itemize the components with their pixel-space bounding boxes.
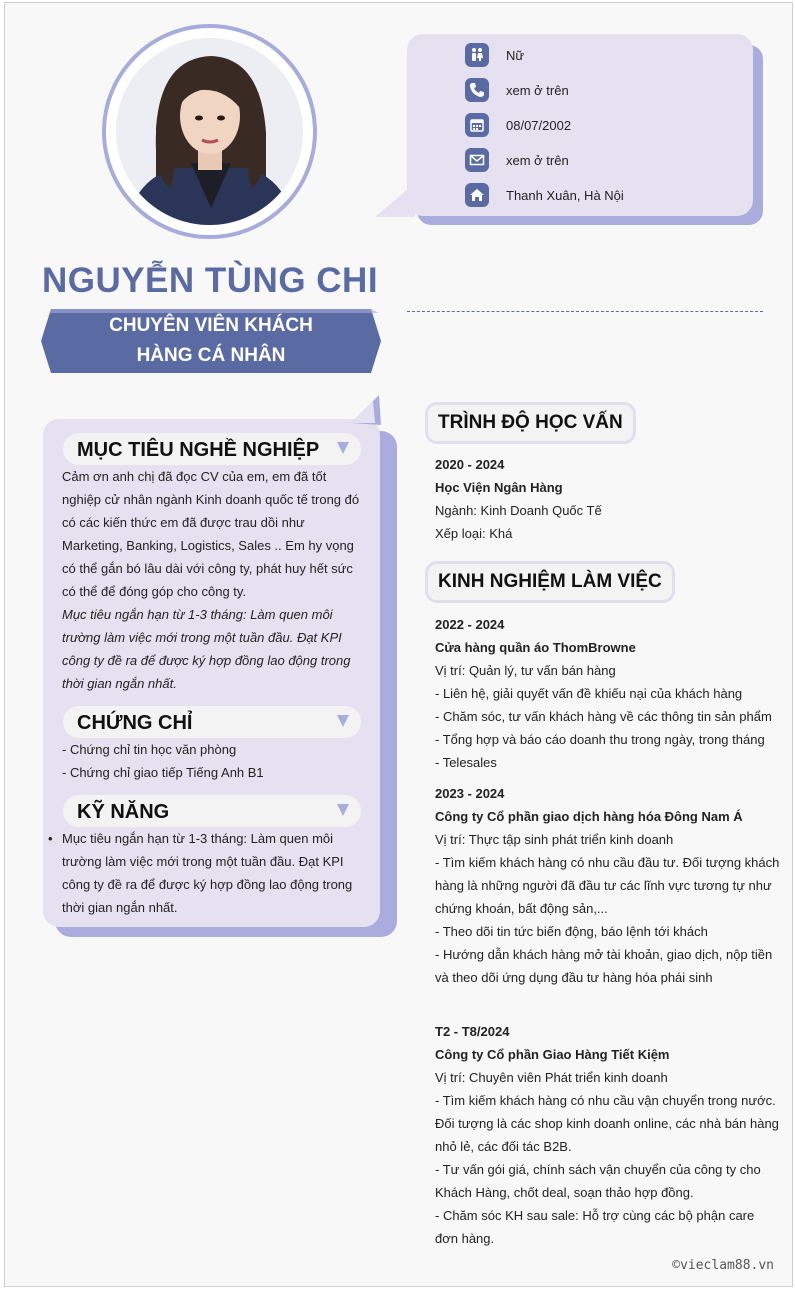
home-icon [465, 183, 489, 207]
objective-short-term: Mục tiêu ngắn hạn từ 1-3 tháng: Làm quen môi trường làm việc mới trong một tuần đầu. Đạt KPI công ty đề ra để được ký hợp đồng lao động trong thời gian ngắn nhất. [62, 607, 351, 691]
certificates-heading [63, 706, 361, 738]
avatar [116, 38, 303, 225]
job-line: Vị trí: Chuyên viên Phát triển kinh doanh [435, 1070, 668, 1085]
job-line: - Tổng hợp và báo cáo doanh thu trong ngày, trong tháng [435, 732, 765, 747]
objective-heading [63, 433, 361, 465]
certificates-title: CHỨNG CHỈ [77, 712, 193, 734]
chevron-down-icon [337, 442, 349, 454]
chevron-down-icon [337, 804, 349, 816]
job-line: - Tư vấn gói giá, chính sách vận chuyển của công ty cho Khách Hàng, chốt deal, soạn thảo hợp đồng. [435, 1162, 761, 1200]
cv-page [4, 2, 793, 1287]
education-title: TRÌNH ĐỘ HỌC VẤN [438, 412, 623, 433]
experience-heading [425, 561, 675, 603]
job-line: - Theo dõi tin tức biến động, báo lệnh tới khách [435, 924, 708, 939]
candidate-name: NGUYỄN TÙNG CHI [41, 261, 379, 300]
certificate-item: - Chứng chỉ giao tiếp Tiếng Anh B1 [62, 765, 264, 780]
job-period: T2 - T8/2024 [435, 1024, 510, 1039]
skill-item: Mục tiêu ngắn hạn từ 1-3 tháng: Làm quen môi trường làm việc mới trong một tuần đầu. Đạt KPI công ty đề ra để được ký hợp đồng lao động trong thời gian ngắn nhất. [62, 831, 353, 915]
job-period: 2022 - 2024 [435, 617, 505, 632]
job-company: Công ty Cổ phần Giao Hàng Tiết Kiệm [435, 1047, 670, 1062]
birthday-text: 08/07/2002 [506, 117, 572, 133]
education-period: 2020 - 2024 [435, 457, 505, 472]
education-heading [425, 402, 636, 444]
education-school: Học Viện Ngân Hàng [435, 480, 563, 495]
job-line: - Tìm kiếm khách hàng có nhu cầu đầu tư. Đối tượng khách hàng là những người đã đầu tư các lĩnh vực tương tự như chứng khoán, bất động sản,... [435, 855, 780, 916]
gender-text: Nữ [506, 47, 525, 63]
avatar-frame [102, 24, 317, 239]
job-line: Vị trí: Thực tập sinh phát triển kinh doanh [435, 832, 674, 847]
job-title [41, 309, 381, 373]
job-line: Vị trí: Quản lý, tư vấn bán hàng [435, 663, 616, 678]
objective-paragraph: Cảm ơn anh chị đã đọc CV của em, em đã tốt nghiệp cử nhân ngành Kinh doanh quốc tế trong đó có các kiến thức em đã được trau dồi như Marketing, Banking, Logistics, Sales .. Em hy vọng có thể gắn bó lâu dài với công ty, phát huy hết sức có thể để đóng góp cho công ty. [62, 469, 360, 599]
job-company: Công ty Cổ phần giao dịch hàng hóa Đông Nam Á [435, 809, 743, 824]
phone-text: xem ở trên [506, 82, 569, 98]
job-line: - Chăm sóc, tư vấn khách hàng về các thông tin sản phẩm [435, 709, 772, 724]
contact-email [465, 147, 569, 173]
left-panel-flag [351, 395, 381, 425]
job-period: 2023 - 2024 [435, 786, 505, 801]
job-line: - Liên hệ, giải quyết vấn đề khiếu nại của khách hàng [435, 686, 743, 701]
address-text: Thanh Xuân, Hà Nội [506, 187, 624, 203]
experience-title: KINH NGHIỆM LÀM VIỆC [438, 571, 662, 592]
contact-birthday [465, 112, 571, 138]
skills-heading [63, 795, 361, 827]
contact-gender [465, 42, 524, 68]
chevron-down-icon [337, 715, 349, 727]
skills-list [48, 827, 362, 919]
education-grade: Xếp loại: Khá [435, 526, 513, 541]
watermark: ©vieclam88.vn [672, 1258, 774, 1273]
email-icon [465, 148, 489, 172]
certificate-item: - Chứng chỉ tin học văn phòng [62, 742, 237, 757]
bullet-icon: • [48, 831, 53, 846]
objective-title: MỤC TIÊU NGHỀ NGHIỆP [77, 439, 320, 461]
job-line: - Chăm sóc KH sau sale: Hỗ trợ cùng các bộ phận care đơn hàng. [435, 1208, 755, 1246]
job-title-line1: CHUYÊN VIÊN KHÁCH [109, 315, 313, 336]
skills-title: KỸ NĂNG [77, 801, 170, 823]
phone-icon [465, 78, 489, 102]
divider-dashed [407, 311, 763, 312]
job-line: - Tìm kiếm khách hàng có nhu cầu vận chuyển trong nước. Đối tượng là các shop kinh doanh online, các nhà bán hàng nhỏ lẻ, các đối tác B2B. [435, 1093, 779, 1154]
contact-address [465, 182, 624, 208]
calendar-icon [465, 113, 489, 137]
education-major: Ngành: Kinh Doanh Quốc Tế [435, 503, 602, 518]
contact-phone [465, 77, 569, 103]
job-company: Cửa hàng quần áo ThomBrowne [435, 640, 636, 655]
job-line: - Telesales [435, 755, 497, 770]
email-text: xem ở trên [506, 152, 569, 168]
gender-icon [465, 43, 489, 67]
job-title-banner [41, 309, 381, 373]
job-line: - Hướng dẫn khách hàng mở tài khoản, giao dịch, nộp tiền và theo dõi ứng dụng đầu tư hàng hóa phái sinh [435, 947, 773, 985]
job-title-line2: HÀNG CÁ NHÂN [136, 345, 286, 366]
